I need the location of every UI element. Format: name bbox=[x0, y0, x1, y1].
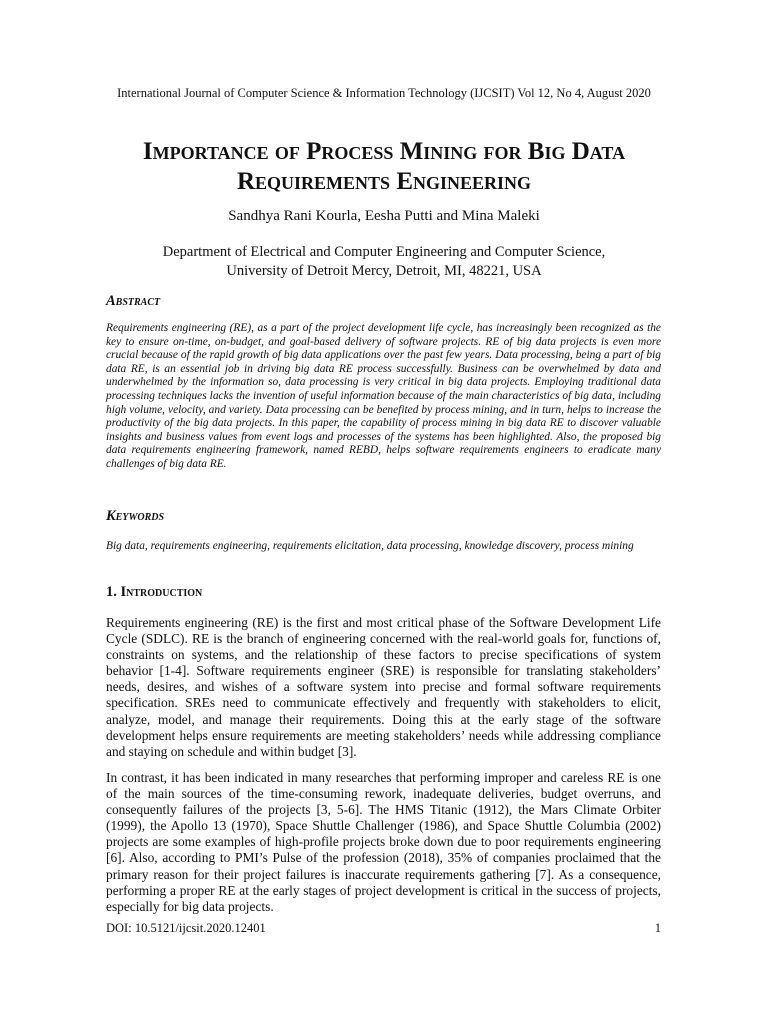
affiliation bbox=[0, 243, 768, 281]
introduction-paragraph-1: Requirements engineering (RE) is the first and most critical phase of the Software Development Life Cycle (SDLC). RE is the branch of engineering concerned with the real-world goals for, functions of, constraints on systems, and the relationship of these factors to precise specifications of system behavior [1-4]. Software requirements engineer (SRE) is responsible for translating stakeholders’ needs, desires, and wishes of a software system into precise and formal software requirements specification. SREs need to communicate effectively and frequently with stakeholders to elicit, analyze, model, and manage their requirements. Doing this at the early stage of the software development helps ensure requirements are meeting stakeholders’ needs while addressing compliance and staying on schedule and within budget [3]. bbox=[106, 615, 661, 759]
page-number: 1 bbox=[654, 921, 661, 935]
introduction-paragraph-2: In contrast, it has been indicated in many researches that performing improper and careless RE is one of the main sources of the time-consuming rework, inadequate deliveries, budget overruns, and consequently failures of the projects [3, 5-6]. The HMS Titanic (1912), the Mars Climate Orbiter (1999), the Apollo 13 (1970), Space Shuttle Challenger (1986), and Space Shuttle Columbia (2002) projects are some examples of high-profile projects broke down due to poor requirements engineering [6]. Also, according to PMI’s Pulse of the profession (2018), 35% of companies proclaimed that the primary reason for their project failures is inaccurate requirements gathering [7]. As a consequence, performing a proper RE at the early stages of project development is critical in the success of projects, especially for big data projects. bbox=[106, 770, 661, 914]
abstract-text: Requirements engineering (RE), as a part of the project development life cycle, has increasingly been recognized as the key to ensure on-time, on-budget, and goal-based delivery of software projects. RE of big data projects is even more crucial because of the rapid growth of big data applications over the past few years. Data processing, being a part of big data RE, is an essential job in driving big data RE process successfully. Business can be overwhelmed by data and underwhelmed by the information so, data processing is very critical in big data projects. Employing traditional data processing techniques lacks the invention of useful information because of the main characteristics of big data, including high volume, velocity, and variety. Data processing can be benefited by process mining, and in turn, helps to increase the productivity of the big data projects. In this paper, the capability of process mining in big data RE to discover valuable insights and business values from event logs and processes of the systems has been highlighted. Also, the proposed big data requirements engineering framework, named REBD, helps software requirements engineers to eradicate many challenges of big data RE. bbox=[106, 322, 661, 470]
author-list: Sandhya Rani Kourla, Eesha Putti and Mina Maleki bbox=[228, 208, 540, 224]
affiliation-line-2: University of Detroit Mercy, Detroit, MI, 48221, USA bbox=[226, 263, 542, 279]
abstract-heading: Abstract bbox=[106, 293, 161, 309]
introduction-heading: 1. Introduction bbox=[106, 584, 203, 600]
title-line-2: Requirements Engineering bbox=[236, 168, 532, 195]
keywords-text: Big data, requirements engineering, requirements elicitation, data processing, knowledge discovery, process mining bbox=[106, 540, 634, 552]
title-line-1: Importance of Process Mining for Big Data bbox=[142, 138, 626, 165]
journal-header: International Journal of Computer Science & Information Technology (IJCSIT) Vol 12, No 4, August 2020 bbox=[117, 86, 651, 100]
affiliation-line-1: Department of Electrical and Computer Engineering and Computer Science, bbox=[162, 244, 606, 260]
doi-footer: DOI: 10.5121/ijcsit.2020.12401 bbox=[106, 921, 266, 935]
paper-title bbox=[60, 137, 708, 197]
keywords-heading: Keywords bbox=[106, 508, 165, 524]
